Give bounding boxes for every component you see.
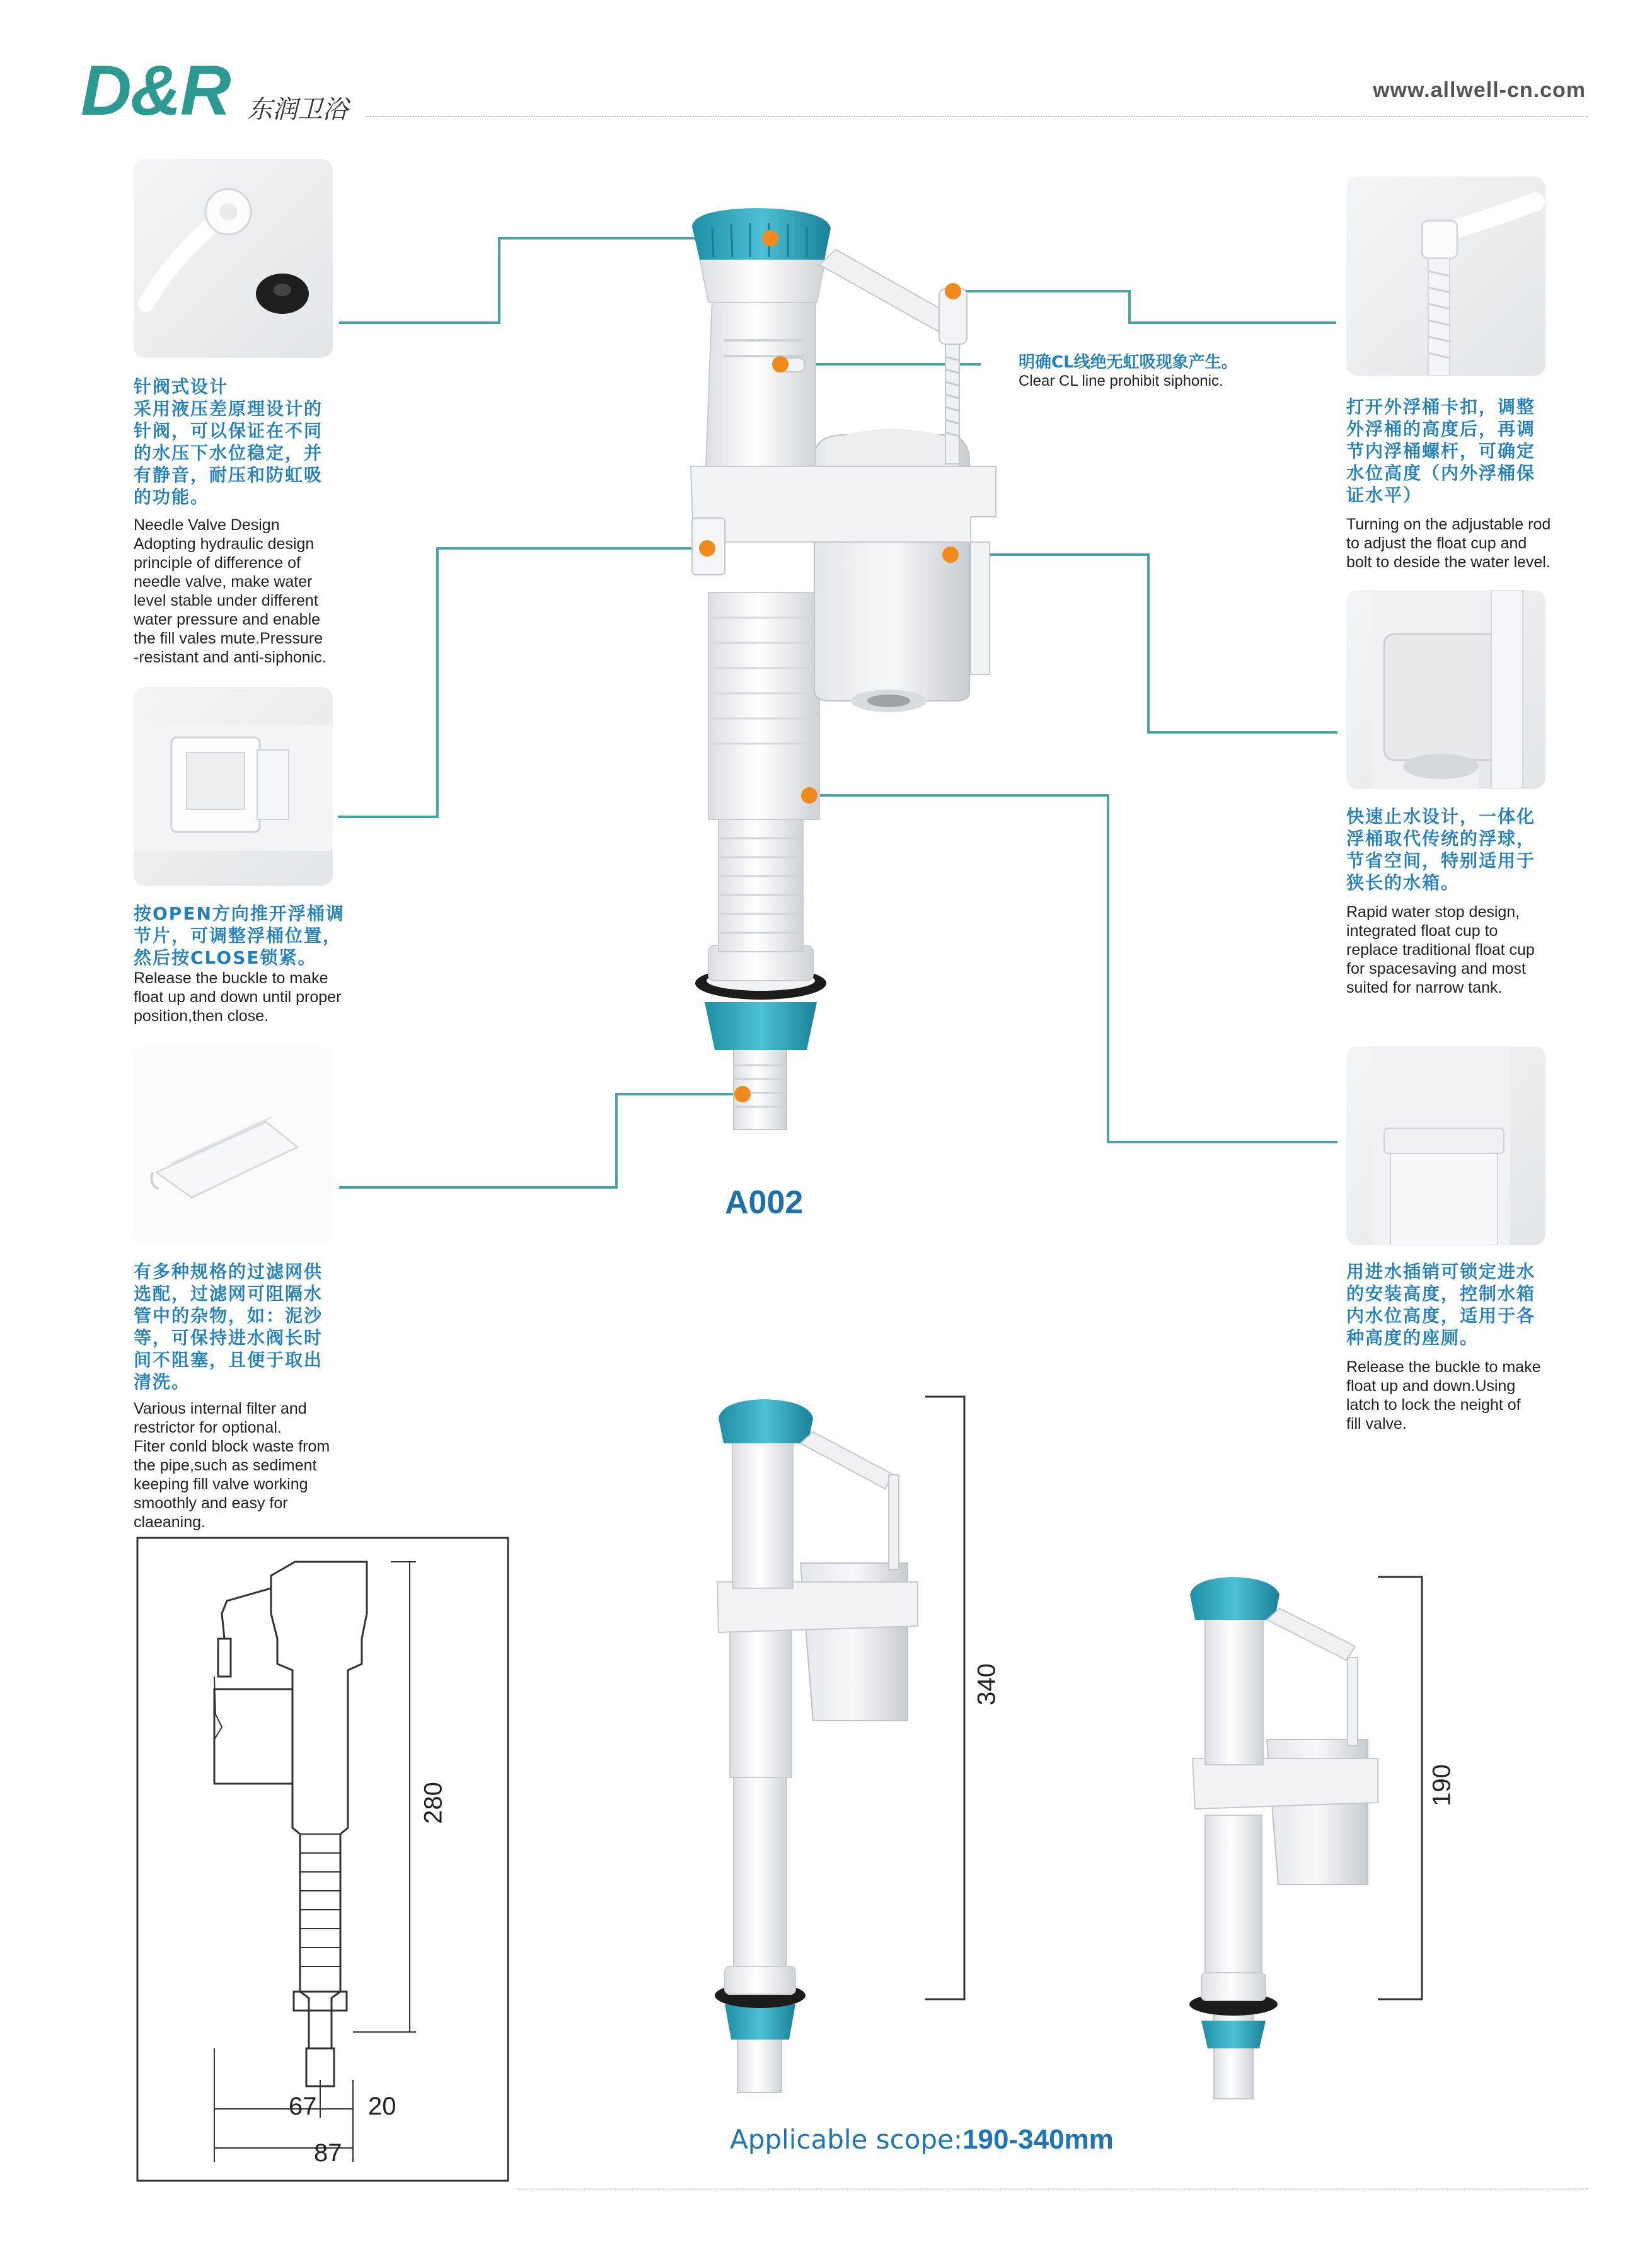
feature-buckle-en: Release the buckle to make float up and down until proper position,then close. <box>134 969 342 1025</box>
applicable-scope-value: 190-340mm <box>962 2124 1114 2155</box>
fill-valve-main-drawing <box>691 208 996 1129</box>
feature-rapid-stop <box>1346 805 1564 997</box>
siphon-callout <box>1019 349 1238 390</box>
applicable-scope-label: Applicable scope: <box>730 2124 963 2155</box>
technical-drawing <box>137 1538 508 2181</box>
brand-chinese-name: 东润卫浴 <box>247 95 348 124</box>
drawing-width-b-label: 20 <box>368 2092 396 2120</box>
footer-divider <box>517 2188 1588 2190</box>
feature-adjustable-rod-cn: 打开外浮桶卡扣，调整 外浮桶的高度后，再调 节内浮桶螺杆，可确定 水位高度（内外浮桶保 证水平） <box>1346 396 1536 505</box>
inlet-latch-photo <box>1346 1046 1545 1245</box>
float-cup-photo <box>1346 590 1545 789</box>
buckle-clip-photo <box>134 687 333 886</box>
feature-needle-valve-cn: 针阀式设计 采用液压差原理设计的 针阀，可以保证在不同 的水压下水位稳定，并 有静音，耐压和防虹吸 的功能。 <box>134 376 323 507</box>
feature-filter-cn: 有多种规格的过滤网供 选配，过滤网可阻隔水 管中的杂物，如：泥沙 等，可保持进水阀长时 间不阻塞，且便于取出 清洗。 <box>134 1261 323 1392</box>
drawing-width-a-label: 67 <box>289 2092 317 2120</box>
min-height-label: 190 <box>1428 1764 1456 1806</box>
feature-filter <box>134 1261 348 1532</box>
feature-buckle <box>134 903 348 1025</box>
max-height-label: 340 <box>973 1663 1001 1706</box>
feature-rapid-stop-en: Rapid water stop design, integrated float cup to replace traditional float cup for spacesaving and most suited for narrow tank. <box>1346 903 1535 996</box>
website-url[interactable]: www.allwell-cn.com <box>1373 78 1586 102</box>
feature-adjustable-rod <box>1346 396 1564 572</box>
filter-photo <box>134 1046 333 1245</box>
brand-logo: D&R <box>81 51 230 130</box>
feature-buckle-cn: 按OPEN方向推开浮桶调 节片，可调整浮桶位置， 然后按CLOSE锁紧。 <box>134 903 345 968</box>
drawing-width-total-label: 87 <box>314 2139 342 2167</box>
siphon-callout-en: Clear CL line prohibit siphonic. <box>1019 372 1223 390</box>
siphon-callout-cn: 明确CL线绝无虹吸现象产生。 <box>1019 353 1238 372</box>
needle-valve-photo <box>134 159 333 358</box>
model-number: A002 <box>725 1184 804 1221</box>
feature-rapid-stop-cn: 快速止水设计，一体化 浮桶取代传统的浮球， 节省空间，特别适用于 狭长的水箱。 <box>1346 806 1536 893</box>
feature-adjustable-rod-en: Turning on the adjustable rod to adjust the float cup and bolt to deside the water level. <box>1346 516 1551 571</box>
adjustable-rod-photo <box>1346 176 1545 376</box>
drawing-height-label: 280 <box>419 1782 448 1824</box>
feature-inlet-latch-en: Release the buckle to make float up and down.Using latch to lock the neight of fill valve. <box>1346 1358 1541 1433</box>
feature-inlet-latch <box>1346 1261 1564 1433</box>
fill-valve-340-drawing <box>715 1397 964 2092</box>
applicable-scope <box>730 2124 1114 2156</box>
feature-inlet-latch-cn: 用进水插销可锁定进水 的安装高度，控制水箱 内水位高度，适用于各 种高度的座厕。 <box>1346 1261 1536 1348</box>
feature-filter-en: Various internal filter and restrictor for optional. Fiter conld block waste from the pipe,such as sediment keeping fill valve working smoothly and easy for claeaning. <box>134 1400 330 1531</box>
feature-needle-valve-en: Needle Valve Design Adopting hydraulic design principle of difference of needle valve, make water level stable under different water pressure and enable the fill vales mute.Pressure -resistant and anti-siphonic. <box>134 516 326 666</box>
feature-needle-valve <box>134 376 348 667</box>
fill-valve-190-drawing <box>1189 1577 1422 2099</box>
